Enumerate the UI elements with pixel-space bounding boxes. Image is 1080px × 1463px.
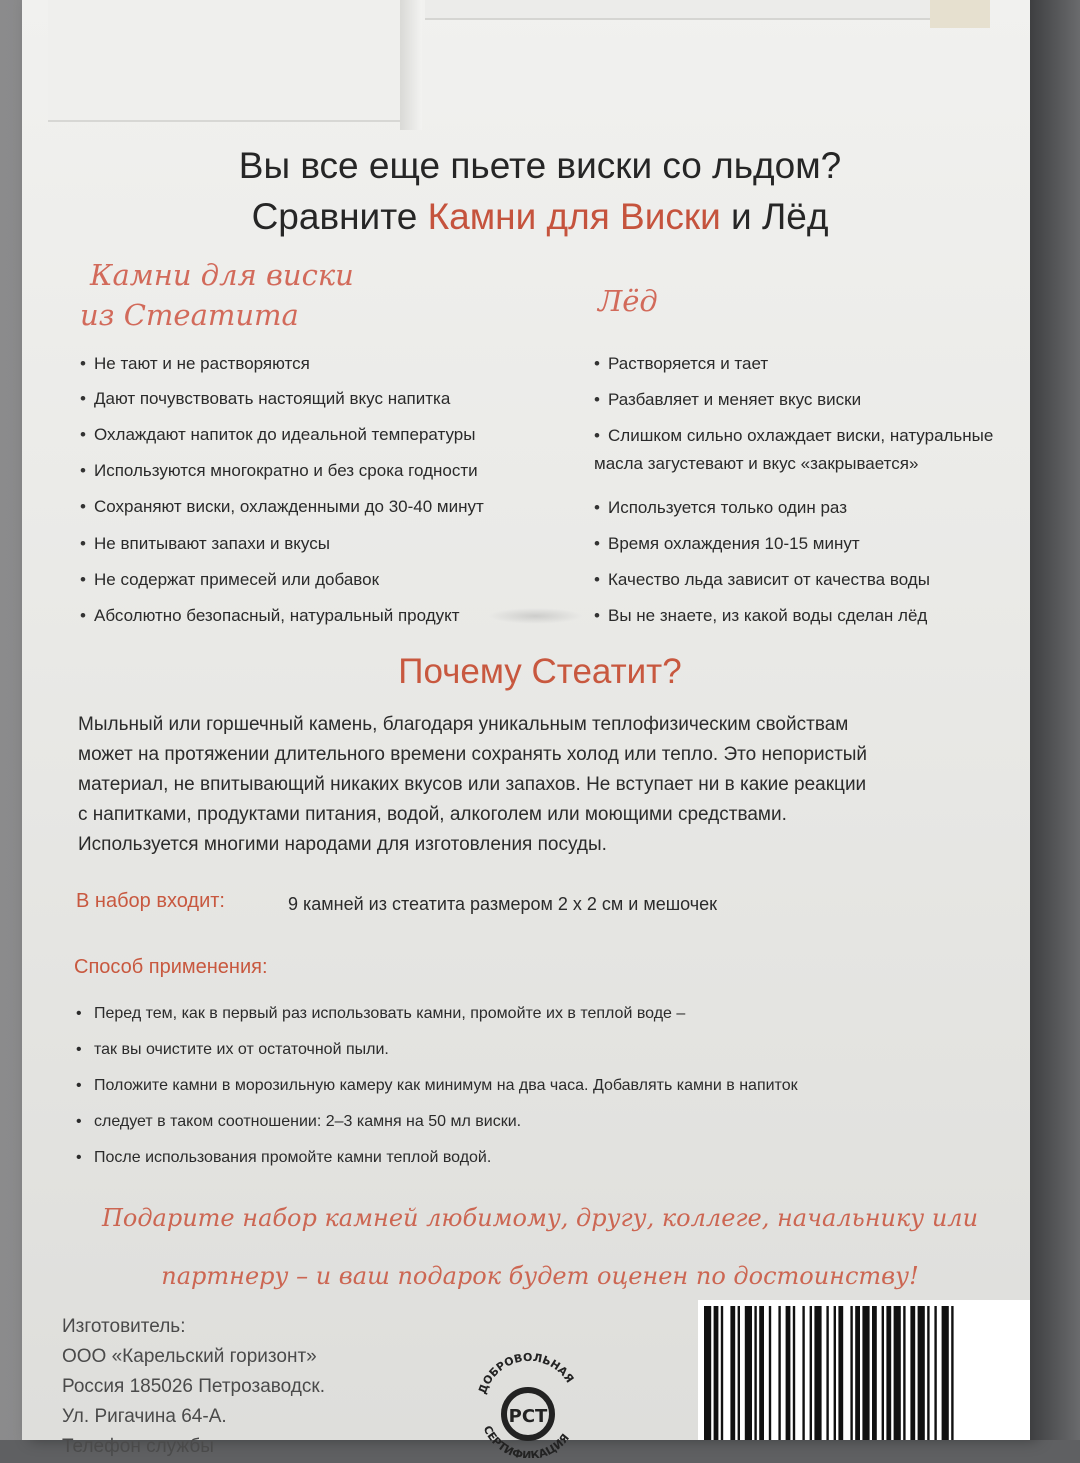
- barcode-bar: [894, 1306, 901, 1440]
- headline-text-1: Вы все еще пьете виски со льдом?: [238, 145, 842, 186]
- gift-slogan-1: Подарите набор камней любимому, другу, коллеге, начальнику или: [101, 1204, 979, 1232]
- barcode-bar: [769, 1306, 771, 1440]
- barcode-icon: [704, 1306, 1024, 1440]
- barcode-bar: [927, 1306, 929, 1440]
- list-item: • Дают почувствовать настоящий вкус напитка: [80, 389, 484, 425]
- barcode-bar: [838, 1306, 843, 1440]
- barcode-bar: [886, 1306, 891, 1440]
- usage-list: [76, 996, 798, 1176]
- barcode-bar: [730, 1306, 735, 1440]
- box-flap-left: [48, 0, 402, 122]
- seal-arc-text: ДОБРОВОЛЬНАЯ: [475, 1350, 577, 1396]
- manufacturer-label: Изготовитель:: [62, 1316, 186, 1337]
- barcode-bar: [754, 1306, 756, 1440]
- list-item: • Используются многократно и без срока годности: [80, 461, 484, 497]
- barcode-bar: [714, 1306, 719, 1440]
- usage-label: Способ применения:: [74, 956, 268, 978]
- left-column-list: [80, 354, 484, 642]
- barcode-bar: [759, 1306, 764, 1440]
- headline-prefix: Сравните: [251, 196, 428, 237]
- kit-label: В набор входит:: [76, 890, 225, 912]
- list-item: • Качество льда зависит от качества воды: [594, 570, 993, 606]
- list-item-text: следует в таком соотношении: 2–3 камня на 50 мл виски.: [94, 1113, 522, 1130]
- paragraph-line: материал, не впитывающий никаких вкусов или запахов. Не вступает ни в какие реакции: [78, 774, 867, 795]
- box-corner-wear: [930, 0, 990, 28]
- manufacturer-phone: Телефон службы: [62, 1436, 214, 1457]
- list-item: • Растворяется и тает: [594, 354, 993, 390]
- seal-bottom-text: СЕРТИФИКАЦИЯ: [480, 1423, 572, 1458]
- seal-mark: РСТ: [508, 1406, 548, 1427]
- certification-seal-icon: [470, 1340, 588, 1458]
- barcode-bar: [934, 1306, 936, 1440]
- headline-line-1: [0, 145, 1080, 187]
- barcode: [698, 1300, 1030, 1440]
- section-title-why: Почему Стеатит?: [398, 652, 682, 691]
- barcode-bar: [834, 1306, 836, 1440]
- barcode-bar: [793, 1306, 795, 1440]
- manufacturer-city: Россия 185026 Петрозаводск.: [62, 1376, 325, 1397]
- barcode-bar: [810, 1306, 812, 1440]
- headline-highlight: Камни для Виски: [427, 196, 721, 237]
- manufacturer-street: Ул. Ригачина 64-А.: [62, 1406, 227, 1427]
- headline-suffix: и Лёд: [720, 196, 829, 237]
- barcode-bar: [738, 1306, 740, 1440]
- list-item: • Вы не знаете, из какой воды сделан лёд: [594, 606, 993, 642]
- barcode-bar: [826, 1306, 828, 1440]
- barcode-bar: [778, 1306, 780, 1440]
- barcode-bar: [903, 1306, 905, 1440]
- list-item: • Перед тем, как в первый раз использовать камни, промойте их в теплой воде –: [76, 996, 798, 1032]
- list-item-text: так вы очистите их от остаточной пыли.: [94, 1041, 389, 1058]
- barcode-bar: [802, 1306, 804, 1440]
- list-item: • Охлаждают напиток до идеальной температуры: [80, 425, 484, 461]
- barcode-bar: [721, 1306, 723, 1440]
- list-item: • Сохраняют виски, охлажденными до 30-40 минут: [80, 497, 484, 534]
- paragraph-line: Используется многими народами для изготовления посуды.: [78, 834, 607, 855]
- barcode-bar: [786, 1306, 791, 1440]
- barcode-bar: [882, 1306, 884, 1440]
- list-item: • Не содержат примесей или добавок: [80, 570, 484, 606]
- box-flap-slot: [400, 0, 422, 130]
- barcode-bar: [855, 1306, 860, 1440]
- barcode-bar: [814, 1306, 821, 1440]
- paragraph-line: с напитками, продуктами питания, водой, алкоголем или моющими средствами.: [78, 804, 787, 825]
- list-item: • Разбавляет и меняет вкус виски: [594, 390, 993, 426]
- list-item-continuation: масла загустевают и вкус «закрывается»: [594, 454, 919, 473]
- list-item-continuation: [76, 1032, 798, 1068]
- surface-smudge: [488, 608, 583, 624]
- list-item: • После использования промойте камни теплой водой.: [76, 1140, 798, 1176]
- list-item-continuation: [76, 1104, 798, 1140]
- barcode-bar: [910, 1306, 915, 1440]
- right-column-list: [594, 354, 993, 642]
- barcode-bar: [862, 1306, 869, 1440]
- box-flap-right: [425, 0, 940, 20]
- list-item: • Абсолютно безопасный, натуральный продукт: [80, 606, 484, 642]
- barcode-bar: [942, 1306, 949, 1440]
- paragraph-line: может на протяжении длительного времени сохранять холод или тепло. Это непористый: [78, 744, 868, 765]
- paragraph-line: Мыльный или горшечный камень, благодаря уникальным теплофизическим свойствам: [78, 714, 849, 735]
- left-column-title-2: из Стеатита: [80, 298, 299, 332]
- barcode-bar: [951, 1306, 953, 1440]
- list-item: • Не впитывают запахи и вкусы: [80, 534, 484, 570]
- list-item: • Не тают и не растворяются: [80, 354, 484, 389]
- list-item: • Используется только один раз: [594, 498, 993, 534]
- left-column-title-1: Камни для виски: [90, 258, 354, 292]
- kit-contents: 9 камней из стеатита размером 2 х 2 см и мешочек: [288, 894, 718, 914]
- list-item: • Время охлаждения 10-15 минут: [594, 534, 993, 570]
- gift-slogan-2: партнеру – и ваш подарок будет оценен по достоинству!: [161, 1262, 919, 1290]
- why-paragraph: [78, 710, 958, 860]
- headline-line-2: [0, 196, 1080, 238]
- barcode-bar: [850, 1306, 852, 1440]
- list-item: • Положите камни в морозильную камеру как минимум на два часа. Добавлять камни в напиток: [76, 1068, 798, 1104]
- barcode-bar: [918, 1306, 925, 1440]
- list-item-text: Слишком сильно охлаждает виски, натуральные: [608, 426, 994, 445]
- list-item: [594, 426, 993, 498]
- barcode-bar: [745, 1306, 752, 1440]
- barcode-bar: [704, 1306, 711, 1440]
- barcode-bar: [872, 1306, 877, 1440]
- manufacturer-company: ООО «Карельский горизонт»: [62, 1346, 317, 1367]
- right-column-title: Лёд: [598, 284, 658, 318]
